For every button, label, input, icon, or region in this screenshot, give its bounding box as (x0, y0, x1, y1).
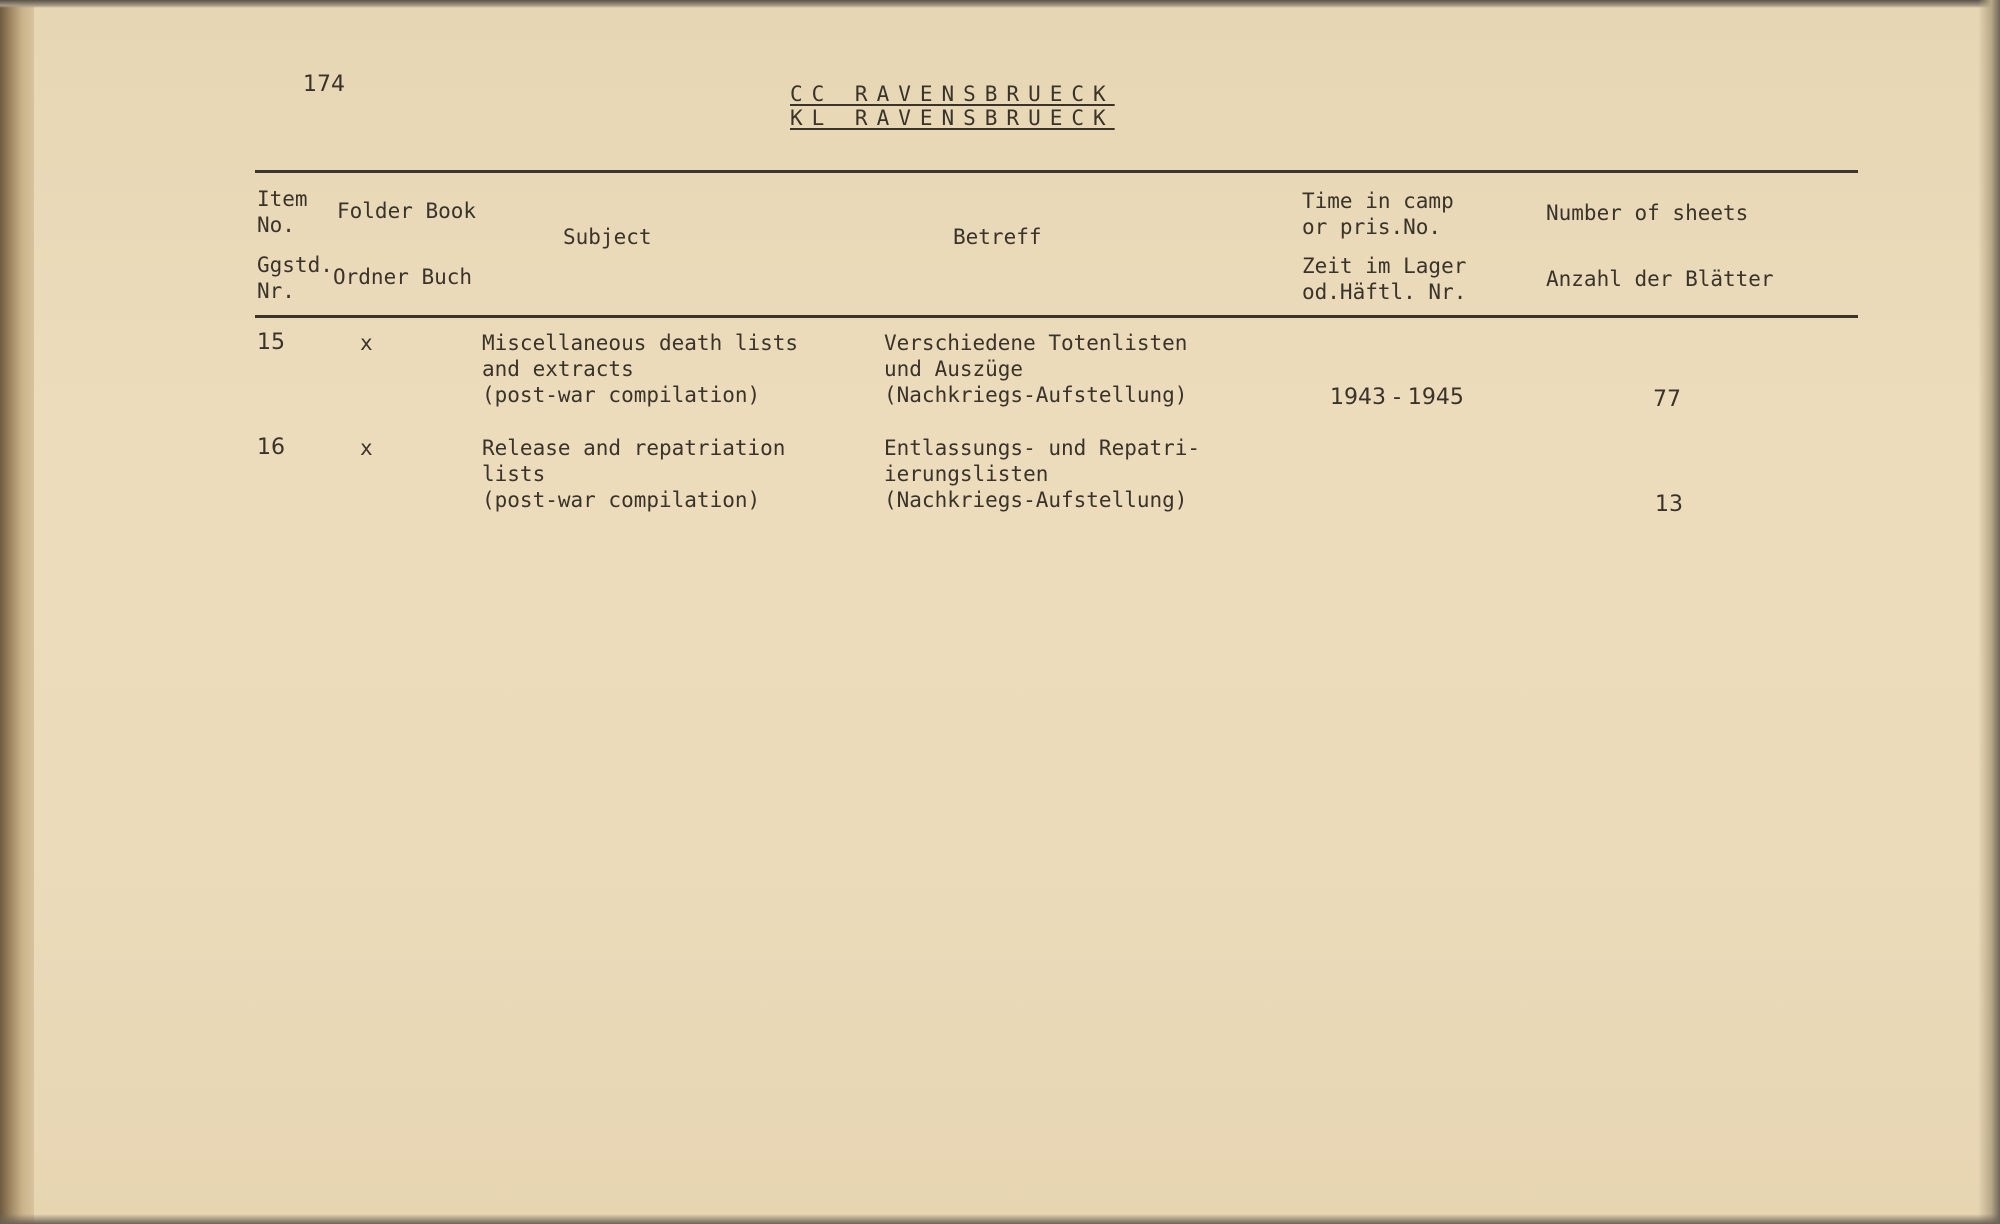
subject-cell: Release and repatriation lists (post-war compilation) (482, 436, 786, 512)
title-line-1: CC RAVENSBRUECK (790, 82, 1115, 106)
page-top-edge (0, 0, 2000, 8)
page-number: 174 (303, 72, 345, 97)
time-cell: 1943 - 1945 (1330, 385, 1464, 410)
page-right-edge (1978, 0, 2000, 1224)
book-binding (0, 0, 34, 1224)
header-item-de: Ggstd. Nr. (257, 253, 333, 303)
betreff-cell: Verschiedene Totenlisten und Auszüge (Nachkriegs-Aufstellung) (884, 331, 1188, 407)
header-bottom-rule (255, 315, 1858, 318)
sheets-cell: 77 (1653, 387, 1681, 412)
header-betreff: Betreff (953, 225, 1042, 249)
item-number: 15 (257, 330, 285, 355)
header-subject: Subject (563, 225, 652, 249)
header-folder-book-en: Folder Book (337, 199, 477, 223)
betreff-cell: Entlassungs- und Repatri- ierungslisten (Nachkriegs-Aufstellung) (884, 436, 1201, 512)
header-sheets-de: Anzahl der Blätter (1546, 267, 1774, 291)
title-line-2: KL RAVENSBRUECK (790, 106, 1115, 130)
header-folder-book-de: Ordner Buch (333, 265, 473, 289)
header-item-en: Item No. (257, 187, 308, 237)
header-top-rule (255, 170, 1858, 173)
subject-cell: Miscellaneous death lists and extracts (post-war compilation) (482, 331, 799, 407)
sheets-cell: 13 (1655, 492, 1683, 517)
item-number: 16 (257, 435, 285, 460)
header-time-de: Zeit im Lager od.Häftl. Nr. (1302, 254, 1467, 304)
header-sheets-en: Number of sheets (1546, 201, 1749, 225)
page-bottom-edge (0, 1214, 2000, 1224)
folder-mark: x (360, 331, 373, 355)
header-time-en: Time in camp or pris.No. (1302, 189, 1454, 239)
folder-mark: x (360, 436, 373, 460)
